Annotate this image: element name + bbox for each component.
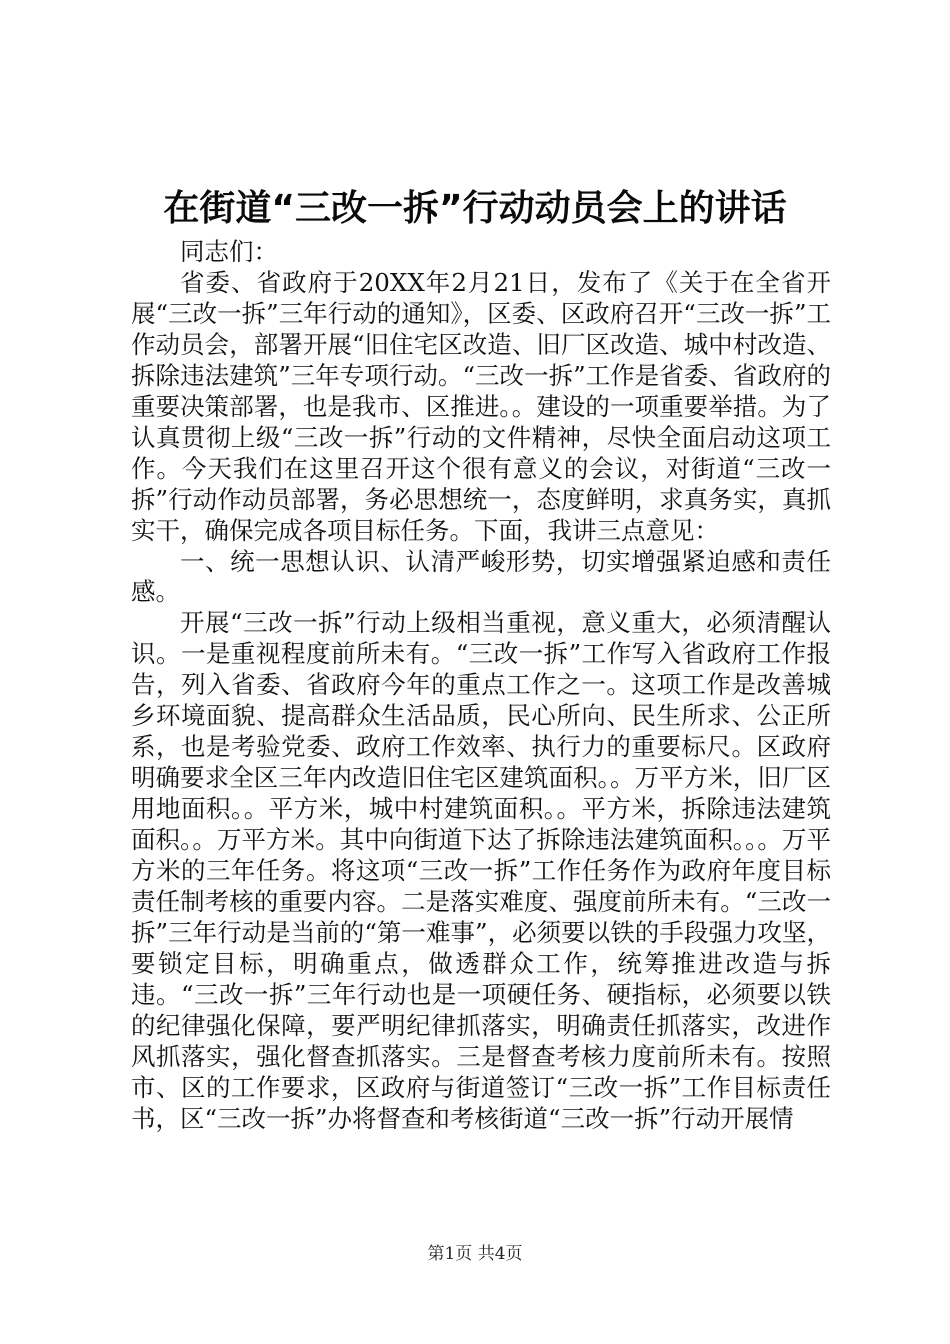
document-title: 在街道“三改一拆”行动动员会上的讲话	[163, 188, 787, 229]
document-body	[131, 237, 831, 1135]
page-number-footer: 第1页 共4页	[427, 1244, 523, 1264]
body-paragraph: 开展“三改一拆”行动上级相当重视，意义重大，必须清醒认识。一是重视程度前所未有。“三改一拆”工作写入省政府工作报告，列入省委、省政府今年的重点工作之一。这项工作是改善城乡环境面貌、提高群众生活品质，民心所向、民生所求、公正所系，也是考验党委、政府工作效率、执行力的重要标尺。区政府明确要求全区三年内改造旧住宅区建筑面积。。万平方米，旧厂区用地面积。。平方米，城中村建筑面积。。平方米，拆除违法建筑面积。。万平方米。其中向街道下达了拆除违法建筑面积。。。万平方米的三年任务。将这项“三改一拆”工作任务作为政府年度目标责任制考核的重要内容。二是落实难度、强度前所未有。“三改一拆”三年行动是当前的“第一难事”，必须要以铁的手段强力攻坚，要锁定目标，明确重点，做透群众工作，统筹推进改造与拆违。“三改一拆”三年行动也是一项硬任务、硬指标，必须要以铁的纪律强化保障，要严明纪律抓落实，明确责任抓落实，改进作风抓落实，强化督查抓落实。三是督查考核力度前所未有。按照市、区的工作要求，区政府与街道签订“三改一拆”工作目标责任书，区“三改一拆”办将督查和考核街道“三改一拆”行动开展情	[131, 608, 831, 1133]
intro-paragraph: 省委、省政府于20XX年2月21日，发布了《关于在全省开展“三改一拆”三年行动的通知》，区委、区政府召开“三改一拆”工作动员会，部署开展“旧住宅区改造、旧厂区改造、城中村改造、拆除违法建筑”三年专项行动。“三改一拆”工作是省委、省政府的重要决策部署，也是我市、区推进。。建设的一项重要举措。为了认真贯彻上级“三改一拆”行动的文件精神，尽快全面启动这项工作。今天我们在这里召开这个很有意义的会议，对街道“三改一拆”行动作动员部署，务必思想统一，态度鲜明，求真务实，真抓实干，确保完成各项目标任务。下面，我讲三点意见：	[131, 267, 831, 545]
salutation-paragraph: 同志们：	[180, 237, 278, 266]
section-heading-paragraph: 一、统一思想认识、认清严峻形势，切实增强紧迫感和责任感。	[131, 546, 831, 607]
